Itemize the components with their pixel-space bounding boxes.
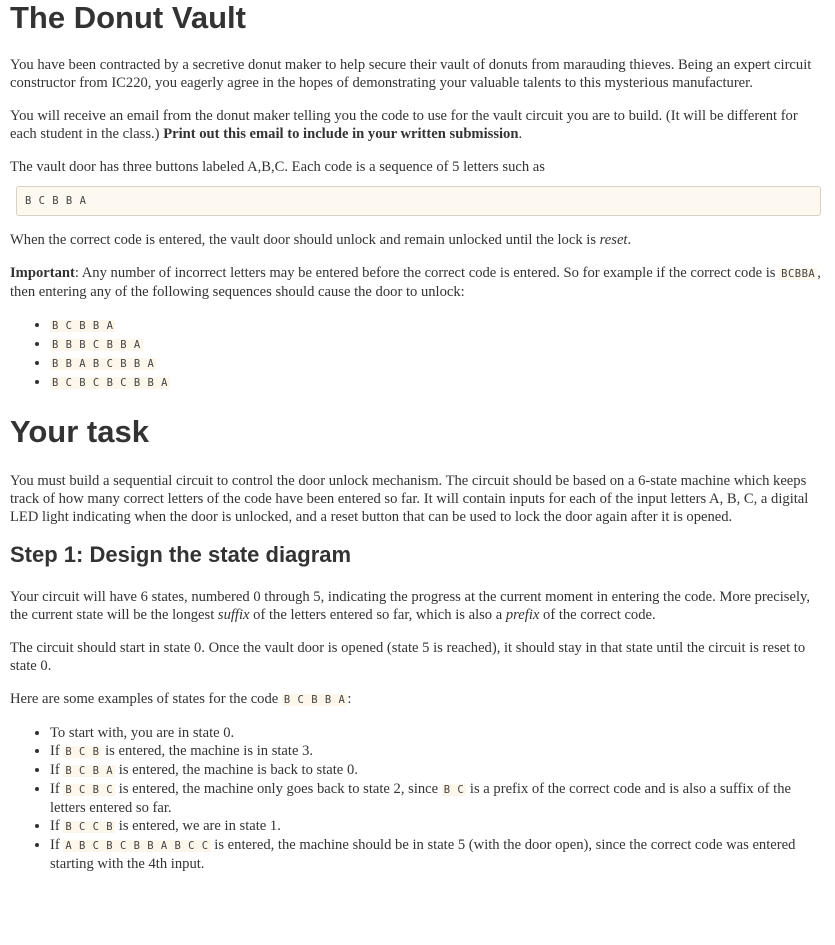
important-label: Important xyxy=(10,265,75,281)
intro-p2-end: . xyxy=(518,126,523,142)
sequence-code: B B A B C B B A xyxy=(52,358,155,370)
list-item xyxy=(50,354,821,373)
example-text: is a prefix of the correct code and is also a suffix of the letters entered so far. xyxy=(50,781,791,816)
inline-code: BCBBA xyxy=(781,268,816,280)
inline-code: B C B B A xyxy=(283,694,346,706)
state-examples-list xyxy=(10,724,821,873)
sequence-code: B C B C B C B B A xyxy=(52,377,168,389)
inline-code: B C C B xyxy=(65,821,114,833)
example-text: If xyxy=(50,781,64,797)
intro-paragraph-3: The vault door has three buttons labeled A,B,C. Each code is a sequence of 5 letters such as xyxy=(10,159,545,175)
list-item xyxy=(50,742,821,761)
step1-paragraph-1 xyxy=(10,588,821,624)
suffix-italic: suffix xyxy=(217,607,250,623)
task-heading: Your task xyxy=(10,414,149,449)
intro-p4-end: . xyxy=(627,232,632,248)
intro-paragraph-5 xyxy=(10,264,821,301)
list-item xyxy=(50,817,821,836)
list-item xyxy=(50,780,821,817)
intro-p4-italic: reset xyxy=(599,232,628,248)
intro-paragraph-4 xyxy=(10,231,821,249)
intro-p5-text: : Any number of incorrect letters may be entered before the correct code is entered. So for example if the correct code is xyxy=(74,265,780,281)
list-item xyxy=(50,335,821,354)
task-paragraph: You must build a sequential circuit to control the door unlock mechanism. The circuit should be based on a 6-state machine which keeps track of how many correct letters of the code have been entered so far. It will contain inputs for each of the input letters A, B, C, a digital LED light indicating when the door is unlocked, and a reset button that can be used to lock the door again after it is opened. xyxy=(10,473,809,525)
example-text: If xyxy=(50,762,64,778)
sequence-code: B B B C B B A xyxy=(52,339,141,351)
step1-p1-mid: of the letters entered so far, which is also a xyxy=(249,607,506,623)
step1-p3-text: Here are some examples of states for the code xyxy=(10,691,282,707)
sequence-list xyxy=(10,316,821,392)
example-text: is entered, the machine is back to state 0. xyxy=(115,762,358,778)
list-item: • To start with, you are in state 0. xyxy=(50,724,821,742)
list-item xyxy=(50,373,821,392)
step1-heading: Step 1: Design the state diagram xyxy=(10,542,352,567)
prefix-italic: prefix xyxy=(505,607,540,623)
intro-p4-text: When the correct code is entered, the vault door should unlock and remain unlocked until the lock is xyxy=(10,232,600,248)
list-item xyxy=(50,761,821,780)
inline-code: B C B C xyxy=(65,784,114,796)
intro-p2-bold: Print out this email to include in your written submission xyxy=(163,126,519,142)
example-text: If xyxy=(50,818,64,834)
example-text: If xyxy=(50,743,64,759)
inline-code: B C B A xyxy=(65,765,114,777)
inline-code: A B C B C B B A B C C xyxy=(65,840,209,852)
example-text: is entered, we are in state 1. xyxy=(115,818,281,834)
page-title: The Donut Vault xyxy=(10,0,246,35)
intro-paragraph-1: You have been contracted by a secretive donut maker to help secure their vault of donuts from marauding thieves. Being an expert circuit constructor from IC220, you eagerly agree in the hopes of demonstrating your valuable talents to this mysterious manufacturer. xyxy=(10,57,812,91)
step1-p1-end: of the correct code. xyxy=(539,607,656,623)
intro-p2-text: You will receive an email from the donut maker telling you the code to use for the vault circuit you are to build. (It will be different for each student in the class.) xyxy=(10,108,798,142)
example-text: is entered, the machine is in state 3. xyxy=(101,743,314,759)
sequence-code: B C B B A xyxy=(52,320,114,332)
intro-p5-end: , then entering any of the following sequences should cause the door to unlock: xyxy=(10,265,821,300)
step1-paragraph-3 xyxy=(10,690,821,709)
step1-p1-text: Your circuit will have 6 states, numbered 0 through 5, indicating the progress at the current moment in entering the code. More precisely, the current state will be the longest xyxy=(10,589,811,623)
example-text: If xyxy=(50,837,64,853)
list-item xyxy=(50,836,821,873)
example-code-block: B C B B A xyxy=(16,186,821,216)
example-text: is entered, the machine should be in state 5 (with the door open), since the correct code was entered starting with the 4th input. xyxy=(50,837,796,872)
list-item xyxy=(50,316,821,335)
example-text: is entered, the machine only goes back to state 2, since xyxy=(115,781,442,797)
inline-code: B C B xyxy=(65,746,100,758)
intro-paragraph-2 xyxy=(10,107,821,143)
step1-paragraph-2: The circuit should start in state 0. Once the vault door is opened (state 5 is reached), it should stay in that state until the circuit is reset to state 0. xyxy=(10,640,806,674)
step1-p3-end: : xyxy=(347,691,352,707)
inline-code: B C xyxy=(443,784,465,796)
